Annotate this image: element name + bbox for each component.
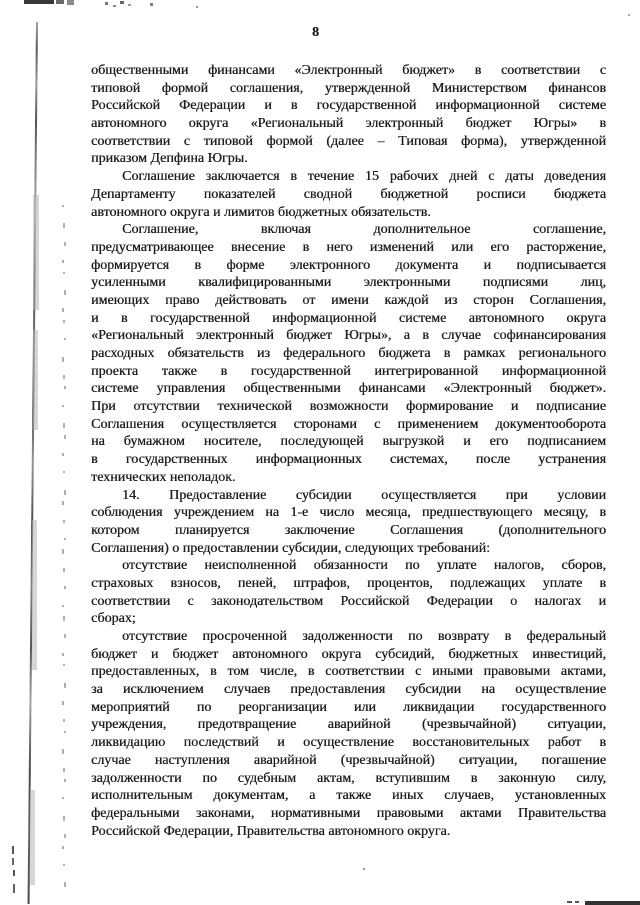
scan-speck bbox=[128, 4, 131, 6]
scan-speck bbox=[62, 749, 64, 754]
text-line: соответствии с законодательством Российской Федерации о налогах и bbox=[91, 593, 606, 609]
text-line: сборах; bbox=[91, 611, 136, 627]
scan-speck bbox=[64, 683, 66, 688]
text-line: усиленными квалифицированными электронными подписями лиц, bbox=[91, 275, 606, 291]
scan-speck bbox=[120, 1, 124, 4]
scan-speck bbox=[105, 2, 108, 5]
text-line: соблюдения учреждением на 1-е число месяца, предшествующего месяцу, в bbox=[91, 505, 606, 521]
scan-speck bbox=[64, 338, 66, 340]
scan-speck bbox=[62, 260, 64, 263]
scan-speck bbox=[63, 864, 65, 866]
scan-speck bbox=[62, 308, 64, 312]
text-line: Соглашение, включая дополнительное соглашение, bbox=[122, 222, 606, 238]
text-line: на бумажном носителе, последующей выгрузкой и его подписанием bbox=[91, 434, 606, 450]
scan-speck bbox=[64, 882, 66, 887]
text-line: Соглашения) о предоставлении субсидии, следующих требований: bbox=[91, 540, 490, 556]
scan-speck bbox=[64, 834, 66, 838]
scan-speck bbox=[63, 616, 65, 621]
scan-artifact-top-bar bbox=[24, 0, 54, 4]
page-number: 8 bbox=[312, 25, 319, 40]
text-line: случае наступления аварийной (чрезвычайной) ситуации, погашение bbox=[91, 752, 606, 768]
scan-speck bbox=[64, 731, 66, 733]
scan-dash bbox=[567, 901, 572, 903]
text-line: 14. Предоставление субсидии осуществляется при условии bbox=[122, 487, 606, 503]
scan-speck bbox=[64, 490, 66, 495]
scan-speck bbox=[62, 205, 64, 207]
scan-artifact-top-blob bbox=[67, 0, 74, 5]
text-line: за исключением случаев предоставления субсидии на осуществление bbox=[91, 682, 606, 698]
text-line: проекта также в государственной интегрированной информационной bbox=[91, 363, 606, 379]
scan-speck bbox=[63, 664, 65, 666]
scan-speck bbox=[63, 320, 65, 323]
scan-speck bbox=[63, 816, 65, 821]
text-line: автономного округа и лимитов бюджетных обязательств. bbox=[91, 204, 431, 220]
scan-speck bbox=[196, 6, 198, 8]
scan-speck bbox=[63, 520, 65, 523]
scan-artifact-vertical-line bbox=[28, 22, 38, 904]
text-line: федеральными законами, нормативными правовыми актами Правительства bbox=[91, 805, 606, 821]
scan-speck bbox=[628, 14, 630, 16]
scan-artifact-line-patch bbox=[30, 790, 35, 885]
text-line: формируется в форме электронного документа и подписывается bbox=[91, 257, 606, 273]
scan-speck bbox=[62, 549, 64, 554]
paragraph bbox=[91, 628, 606, 840]
scan-speck bbox=[64, 634, 66, 638]
text-block bbox=[91, 62, 606, 840]
scan-speck bbox=[64, 290, 66, 295]
text-line: предоставленных, в том числе, в соответствии с иными правовыми актами, bbox=[91, 664, 606, 680]
scan-speck bbox=[64, 586, 66, 589]
text-line: Департаменту показателей сводной бюджетной росписи бюджета bbox=[91, 186, 606, 202]
scan-speck bbox=[113, 5, 116, 7]
scan-speck bbox=[150, 3, 153, 6]
text-line: учреждения, предотвращение аварийной (чрезвычайной) ситуации, bbox=[91, 717, 606, 733]
scan-dash bbox=[13, 884, 15, 893]
scan-speck bbox=[64, 242, 66, 246]
scan-artifact-line-patch bbox=[32, 520, 37, 670]
scan-dash bbox=[575, 901, 579, 903]
scan-dash bbox=[12, 846, 14, 854]
paragraph bbox=[91, 168, 606, 221]
scan-speck bbox=[62, 701, 64, 705]
scan-speck bbox=[63, 272, 65, 274]
text-line: предусматривающее внесение в него изменений или его расторжение, bbox=[91, 239, 606, 255]
scan-speck bbox=[363, 868, 365, 870]
scan-speck bbox=[62, 797, 64, 799]
text-line: отсутствие неисполненной обязанности по уплате налогов, сборов, bbox=[122, 558, 606, 574]
scan-speck bbox=[62, 605, 64, 607]
scan-artifact-line-patch bbox=[33, 195, 39, 310]
paragraph bbox=[91, 487, 606, 558]
text-line: исполнительным документам, а также иных случаев, установленных bbox=[91, 788, 606, 804]
text-line: бюджет и бюджет автономного округа субсидий, бюджетных инвестиций, bbox=[91, 646, 606, 662]
text-line: Российской Федерации и в государственной информационной системе bbox=[91, 98, 606, 114]
paragraph bbox=[91, 221, 606, 486]
scan-speck bbox=[64, 386, 66, 389]
text-line: ликвидацию последствий и осуществление восстановительных работ в bbox=[91, 735, 606, 751]
text-line: мероприятий по реорганизации или ликвидации государственного bbox=[91, 699, 606, 715]
scan-speck bbox=[63, 719, 65, 722]
text-line: При отсутствии технической возможности формирование и подписание bbox=[91, 399, 606, 415]
scan-speck bbox=[63, 768, 65, 772]
scan-speck bbox=[62, 357, 64, 362]
paragraph bbox=[91, 62, 606, 168]
scan-artifact-bottom-bar bbox=[585, 901, 640, 905]
scan-speck bbox=[62, 405, 64, 407]
scan-speck bbox=[62, 453, 64, 456]
text-line: Российской Федерации, Правительства автономного округа. bbox=[91, 823, 451, 839]
scan-speck bbox=[63, 568, 65, 572]
text-line: в государственных информационных системах, после устранения bbox=[91, 452, 606, 468]
text-line: «Региональный электронный бюджет Югры», а в случае софинансирования bbox=[91, 328, 606, 344]
scan-artifact-line-patch bbox=[33, 330, 38, 430]
text-line: соответствии с типовой формой (далее – Типовая форма), утвержденной bbox=[91, 133, 606, 149]
text-line: общественными финансами «Электронный бюджет» в соответствии с bbox=[91, 63, 606, 78]
scan-dash bbox=[13, 870, 15, 876]
scan-speck bbox=[62, 846, 64, 849]
scan-speck bbox=[62, 653, 64, 656]
text-line: Соглашение заключается в течение 15 рабочих дней с даты доведения bbox=[122, 169, 606, 185]
scan-speck bbox=[63, 471, 65, 473]
scan-speck bbox=[63, 423, 65, 428]
text-line: и в государственной информационной системе автономного округа bbox=[91, 310, 606, 326]
text-line: расходных обязательств из федерального бюджета в рамках регионального bbox=[91, 346, 606, 361]
scan-dash bbox=[12, 858, 14, 865]
scan-artifact-top-bar-segment bbox=[56, 0, 64, 4]
scan-speck bbox=[64, 779, 66, 782]
text-line: технических неполадок. bbox=[91, 469, 236, 485]
paragraph bbox=[91, 557, 606, 628]
text-line: страховых взносов, пеней, штрафов, процентов, подлежащих уплате в bbox=[91, 575, 606, 591]
text-line: типовой формой соглашения, утвержденной Министерством финансов bbox=[91, 80, 606, 96]
text-line: приказом Депфина Югры. bbox=[91, 151, 248, 167]
text-line: имеющих право действовать от имени каждой из сторон Соглашения, bbox=[91, 292, 606, 308]
scan-speck bbox=[63, 375, 65, 379]
text-line: системе управления общественными финансами «Электронный бюджет». bbox=[91, 381, 606, 397]
text-line: котором планируется заключение Соглашения (дополнительного bbox=[91, 522, 606, 538]
text-line: отсутствие просроченной задолженности по возврату в федеральный bbox=[122, 629, 606, 644]
scan-speck bbox=[64, 435, 66, 439]
text-line: задолженности по судебным актам, вступившим в законную силу, bbox=[91, 770, 606, 786]
scan-speck bbox=[62, 501, 64, 505]
scan-speck bbox=[63, 223, 65, 228]
text-line: Соглашения осуществляется сторонами с применением документооборота bbox=[91, 416, 606, 432]
scan-speck bbox=[64, 538, 66, 540]
text-line: автономного округа «Региональный электронный бюджет Югры» в bbox=[91, 116, 606, 132]
